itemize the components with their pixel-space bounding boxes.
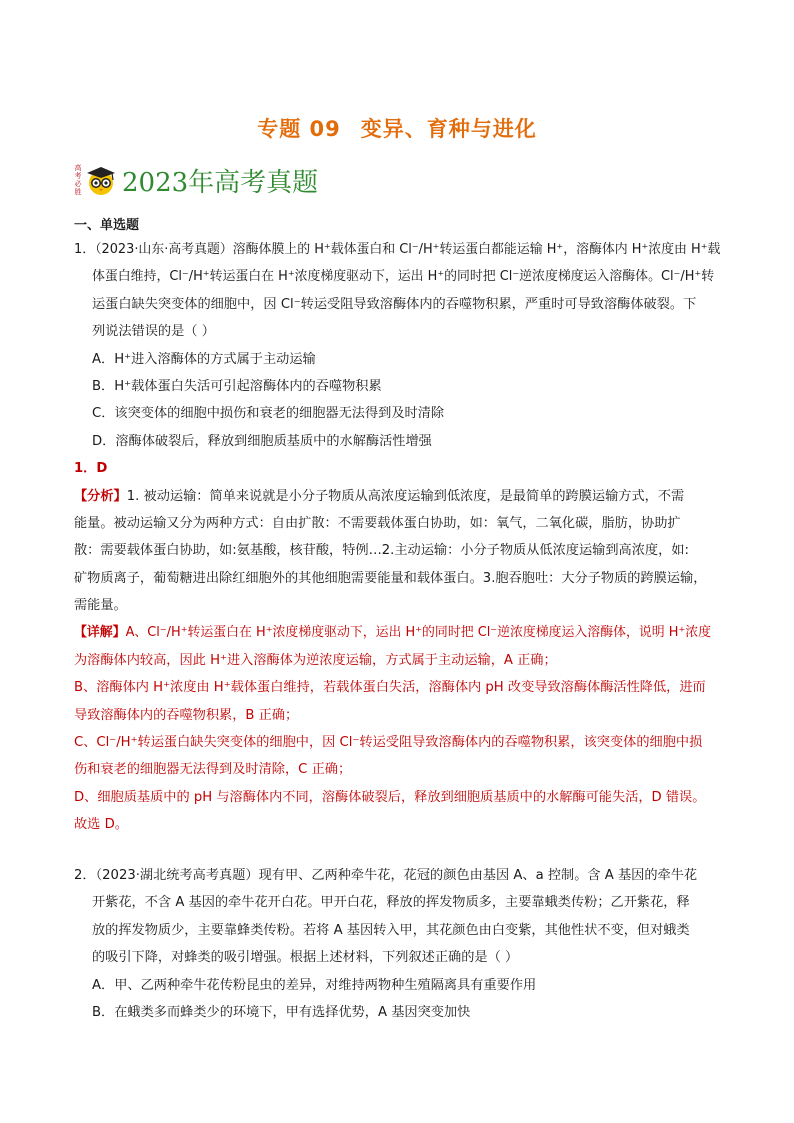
title-topic: 变异、育种与进化 bbox=[360, 117, 537, 141]
detail-line-1 bbox=[74, 619, 724, 646]
banner-title: 2023年高考真题 bbox=[122, 167, 319, 198]
question-1-line-4: 列说法错误的是（ ） bbox=[92, 324, 215, 340]
question-1-option-c: C．该突变体的细胞中损伤和衰老的细胞器无法得到及时清除 bbox=[92, 406, 445, 422]
page-title bbox=[0, 113, 794, 143]
analysis-line-1 bbox=[74, 483, 724, 510]
detail-line-7: D、细胞质基质中的 pH 与溶酶体内不同，溶酶体破裂后，释放到细胞质基质中的水解酶可能失活，D 错误。 bbox=[74, 789, 706, 805]
analysis-line-4: 矿物质离子，葡萄糖进出除红细胞外的其他细胞需要能量和载体蛋白。3.胞吞胞吐：大分子物质的跨膜运输， bbox=[74, 570, 707, 586]
question-1-option-a: A．H⁺进入溶酶体的方式属于主动运输 bbox=[92, 351, 316, 367]
detail-line-2: 为溶酶体内较高，因此 H⁺进入溶酶体为逆浓度运输，方式属于主动运输，A 正确； bbox=[74, 652, 557, 668]
question-1-line-2: 体蛋白维持，Cl⁻/H⁺转运蛋白在 H⁺浓度梯度驱动下，运出 H⁺的同时把 Cl⁻逆浓度梯度运入溶酶体。Cl⁻/H⁺转 bbox=[92, 269, 715, 285]
question-2-line-4: 的吸引下降，对蜂类的吸引增强。根据上述材料，下列叙述正确的是（ ） bbox=[92, 950, 519, 966]
analysis-text: 1. 被动运输：简单来说就是小分子物质从高浓度运输到低浓度，是最简单的跨膜运输方式，不需 bbox=[126, 488, 685, 504]
detail-line-8: 故选 D。 bbox=[74, 817, 128, 833]
analysis-line-2: 能量。被动运输又分为两种方式：自由扩散：不需要载体蛋白协助，如：氧气，二氧化碳，脂肪，协助扩 bbox=[74, 515, 681, 531]
question-2-line-2: 开紫花，不含 A 基因的牵牛花开白花。甲开白花，释放的挥发物质多，主要靠蛾类传粉；乙开紫花，释 bbox=[92, 895, 690, 911]
analysis-line-5: 需能量。 bbox=[74, 598, 127, 614]
question-2-line-3: 放的挥发物质少，主要靠蜂类传粉。若将 A 基因转入甲，其花颜色由白变紫，其他性状不变，但对蛾类 bbox=[92, 922, 690, 938]
detail-line-5: C、Cl⁻/H⁺转运蛋白缺失突变体的细胞中，因 Cl⁻转运受阻导致溶酶体内的吞噬物积累，该突变体的细胞中损 bbox=[74, 735, 703, 751]
badge-text: 高考必胜 bbox=[74, 164, 82, 196]
detail-line-3: B、溶酶体内 H⁺浓度由 H⁺载体蛋白维持，若载体蛋白失活，溶酶体内 pH 改变导致溶酶体酶活性降低，进而 bbox=[74, 680, 706, 696]
detail-line-4: 导致溶酶体内的吞噬物积累，B 正确； bbox=[74, 707, 299, 723]
detail-line-6: 伤和衰老的细胞器无法得到及时清除，C 正确； bbox=[74, 762, 352, 778]
title-number: 专题 09 bbox=[257, 117, 341, 141]
question-2-option-a: A．甲、乙两种牵牛花传粉昆虫的差异，对维持两物种生殖隔离具有重要作用 bbox=[92, 977, 537, 993]
question-1-answer: 1．D bbox=[74, 461, 108, 477]
owl-mascot-icon bbox=[84, 163, 118, 197]
question-2 bbox=[74, 862, 724, 1026]
analysis-tag: 【分析】 bbox=[74, 488, 127, 504]
detail-text: A、Cl⁻/H⁺转运蛋白在 H⁺浓度梯度驱动下，运出 H⁺的同时把 Cl⁻逆浓度梯度运入溶酶体，说明 H⁺浓度 bbox=[125, 625, 712, 641]
question-2-option-b: B．在蛾类多而蜂类少的环境下，甲有选择优势，A 基因突变加快 bbox=[92, 1004, 471, 1020]
question-1 bbox=[74, 236, 724, 839]
analysis-line-3: 散：需要载体蛋白协助，如:氨基酸，核苷酸，特例…2.主动运输：小分子物质从低浓度运输到高浓度，如: bbox=[74, 543, 689, 559]
exam-banner bbox=[74, 160, 318, 200]
section-heading: 一、单选题 bbox=[74, 218, 140, 233]
question-1-line-3: 运蛋白缺失突变体的细胞中，因 Cl⁻转运受阻导致溶酶体内的吞噬物积累，严重时可导致溶酶体破裂。下 bbox=[92, 296, 697, 312]
question-1-line-1: 1．（2023·山东·高考真题）溶酶体膜上的 H⁺载体蛋白和 Cl⁻/H⁺转运蛋白都能运输 H⁺，溶酶体内 H⁺浓度由 H⁺载 bbox=[74, 242, 721, 257]
question-1-option-d: D．溶酶体破裂后，释放到细胞质基质中的水解酶活性增强 bbox=[92, 433, 432, 449]
question-2-line-1: 2．（2023·湖北统考高考真题）现有甲、乙两种牵牛花，花冠的颜色由基因 A、a 控制。含 A 基因的牵牛花 bbox=[74, 868, 698, 883]
question-1-option-b: B．H⁺载体蛋白失活可引起溶酶体内的吞噬物积累 bbox=[92, 378, 382, 394]
detail-tag: 【详解】 bbox=[74, 625, 126, 641]
